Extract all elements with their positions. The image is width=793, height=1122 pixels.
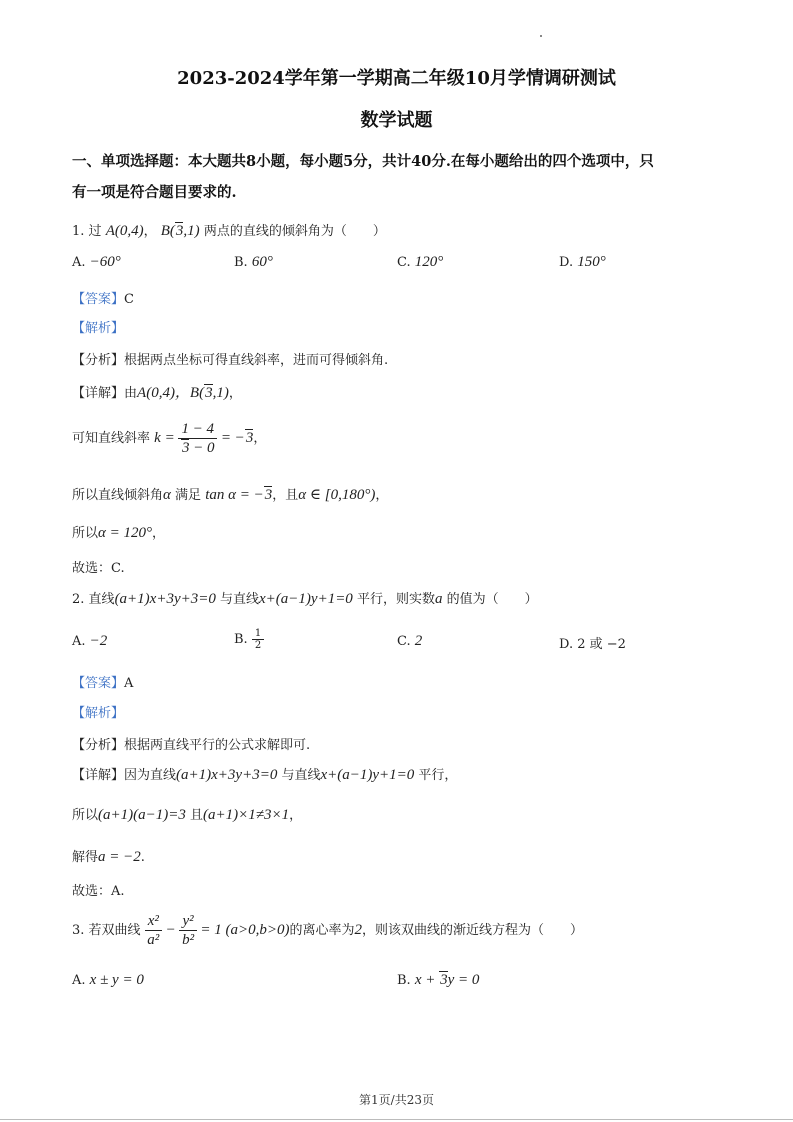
xiangjie-text: 平行， (418, 768, 458, 783)
answer-tag: 【答案】 (72, 292, 125, 307)
analysis-tag: 【解析】 (72, 706, 125, 721)
option-a[interactable] (72, 972, 144, 989)
fenxi-text: 根据两直线平行的公式求解即可. (124, 738, 311, 753)
option-c[interactable] (397, 254, 443, 271)
option-label: A. (72, 634, 86, 649)
option-a[interactable] (72, 633, 107, 650)
line-equation-2: x+(a−1)y+1=0 (320, 767, 415, 783)
xiangjie-text: 由 (124, 386, 138, 401)
question-number: 2. (72, 592, 85, 607)
option-value: −2 (89, 633, 108, 649)
result-text: 所以 (72, 526, 99, 541)
analysis-tag: 【解析】 (72, 321, 125, 336)
stem-text: 的离心率为 (289, 922, 355, 938)
angle-text: ，且 (272, 488, 299, 503)
fenxi-tag: 【分析】 (72, 738, 125, 753)
solve-formula: a = −2 (98, 849, 141, 865)
range-formula: α ∈ [0,180°) (298, 487, 376, 503)
hyperbola-formula: $\frac{\text{x²}}{\text{a²}}$ − $\frac{\text{y²}}{\text{b²}}$ = 1 (145, 922, 226, 938)
answer-tag: 【答案】 (72, 676, 125, 691)
page-bottom-border (0, 1119, 793, 1120)
condition-text: 所以 (72, 808, 99, 823)
line-equation-1: (a+1)x+3y+3=0 (176, 767, 278, 783)
stem-text: 直线 (88, 592, 115, 607)
option-b[interactable] (234, 254, 273, 271)
stem-text: 的值为（ ） (446, 592, 538, 607)
option-value: 2 (414, 633, 423, 649)
slope-formula: k = $\frac{1 - 4}{3 - 0}$ = −3 (154, 421, 254, 456)
slope-text: 可知直线斜率 (72, 430, 151, 446)
condition-line: 所以(a+1)(a−1)=3 且(a+1)×1≠3×1， (72, 807, 303, 823)
point-b-formula: B(3,1) (160, 223, 200, 239)
solve-line: 解得a = −2. (72, 849, 145, 865)
eccentricity-value: 2 (354, 921, 363, 938)
angle-text: 满足 (175, 488, 202, 503)
slope-line: 可知直线斜率 k = $\frac{1 - 4}{3 - 0}$ = −3， (72, 421, 267, 456)
section-heading-line1: 一、单项选择题：本大题共8小题，每小题5分，共计40分.在每小题给出的四个选项中，只 (72, 153, 654, 170)
option-b[interactable] (397, 972, 479, 989)
stem-text: 平行，则实数 (356, 592, 435, 607)
angle-text: 所以直线倾斜角 (72, 488, 164, 503)
result-line: 所以α = 120°， (72, 525, 166, 541)
answer-value: A (124, 676, 134, 691)
solve-text: 解得 (72, 850, 99, 865)
option-value: 120° (414, 254, 444, 270)
option-a[interactable] (72, 254, 121, 271)
xiangjie-tag: 【详解】 (72, 768, 125, 783)
line-equation-1: (a+1)x+3y+3=0 (114, 591, 216, 607)
answer-line (72, 288, 134, 307)
option-label: B. (397, 973, 411, 988)
choose-line: 故选：C. (72, 561, 125, 576)
condition-formula: (a>0,b>0) (225, 921, 290, 938)
xiangjie-line: 【详解】由A(0,4)，B(3,1)， (72, 385, 242, 401)
question-number: 1. (72, 224, 85, 239)
question-2-stem (72, 588, 538, 608)
option-b[interactable] (234, 628, 264, 651)
option-label: B. (234, 632, 248, 647)
fenxi-line (72, 349, 388, 368)
condition-formula: (a+1)(a−1)=3 (98, 807, 186, 823)
question-number: 3. (72, 922, 85, 938)
page-title: 2023-2024学年第一学期高二年级10月学情调研测试 (177, 68, 616, 89)
point-a-formula: A(0,4) (105, 223, 144, 239)
option-value: x ± y = 0 (89, 972, 144, 988)
option-label: C. (397, 255, 411, 270)
option-label: A. (72, 255, 86, 270)
points-formula: A(0,4)，B(3,1) (137, 385, 229, 401)
stem-text: ，则该双曲线的渐近线方程为（ ） (362, 922, 584, 938)
line-equation-2: x+(a−1)y+1=0 (259, 591, 353, 607)
question-1-stem: 1. 过 A(0,4)， B(3,1) 两点的直线的倾斜角为（ ） (72, 223, 386, 239)
question-3-stem (72, 912, 583, 949)
choose-line: 故选：A. (72, 884, 125, 899)
page-subtitle: 数学试题 (360, 110, 433, 131)
answer-value: C (124, 292, 134, 307)
stem-text: 过 (88, 224, 102, 239)
stem-text: 两点的直线的倾斜角为（ ） (203, 224, 386, 239)
variable-a: a (434, 591, 443, 607)
option-label: A. (72, 973, 86, 988)
fenxi-text: 根据两点坐标可得直线斜率，进而可得倾斜角. (124, 353, 389, 368)
option-d[interactable] (559, 633, 626, 652)
stem-text: 与直线 (220, 592, 260, 607)
angle-line: 所以直线倾斜角α 满足 tan α = −3，且α ∈ [0,180°)， (72, 487, 389, 503)
option-value: x + 3y = 0 (414, 972, 480, 988)
fenxi-line (72, 734, 310, 753)
option-c[interactable] (397, 633, 422, 650)
option-value-fraction: $\frac{1}{2}$ (252, 628, 264, 651)
answer-line (72, 672, 133, 691)
xiangjie-text: 与直线 (281, 768, 321, 783)
option-value: 150° (577, 254, 606, 270)
option-value: 60° (251, 254, 273, 270)
option-label: B. (234, 255, 248, 270)
option-label: C. (397, 634, 411, 649)
xiangjie-tag: 【详解】 (72, 386, 125, 401)
xiangjie-text: 因为直线 (124, 768, 177, 783)
condition-text: 且 (190, 808, 204, 823)
option-d[interactable] (559, 254, 606, 271)
tan-formula: tan α = −3 (205, 487, 273, 503)
option-label: D. (559, 637, 574, 652)
fenxi-tag: 【分析】 (72, 353, 125, 368)
stem-text: 若双曲线 (88, 922, 141, 938)
scan-dot (540, 35, 542, 37)
section-heading-line2: 有一项是符合题目要求的. (72, 184, 237, 201)
page-number: 第1页/共23页 (359, 1093, 434, 1107)
xiangjie-line (72, 764, 457, 784)
option-label: D. (559, 255, 574, 270)
result-formula: α = 120° (98, 525, 153, 541)
alpha-symbol: α (163, 487, 171, 503)
condition-formula: (a+1)×1≠3×1 (203, 807, 290, 823)
option-value: 2 或 −2 (577, 637, 626, 652)
option-value: −60° (89, 254, 121, 270)
